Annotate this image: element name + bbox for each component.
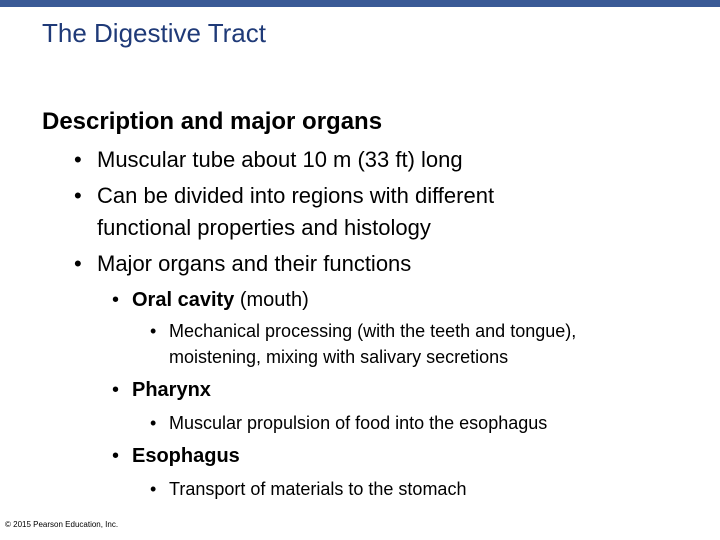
organ-pharynx	[112, 376, 211, 404]
detail-line-2: moistening, mixing with salivary secretions	[169, 347, 509, 367]
detail-line-1: Muscular propulsion of food into the esophagus	[169, 413, 548, 433]
bullet-marker: •	[74, 183, 82, 208]
bullet-marker: •	[150, 321, 157, 341]
bullet-marker: •	[112, 445, 120, 467]
organ-detail-esophagus	[150, 476, 466, 502]
copyright-footer: © 2015 Pearson Education, Inc.	[5, 520, 119, 529]
organ-note: (mouth)	[234, 289, 309, 311]
bullet-marker: •	[74, 251, 82, 276]
section-heading: Description and major organs	[42, 108, 383, 135]
detail-line-1: Transport of materials to the stomach	[169, 479, 467, 499]
detail-line-1: Mechanical processing (with the teeth and tongue),	[169, 321, 577, 341]
organ-esophagus	[112, 442, 240, 470]
bullet-marker: •	[112, 289, 120, 311]
top-accent-bar	[0, 0, 720, 7]
organ-name: Oral cavity	[132, 289, 235, 311]
bullet-muscular-tube	[74, 144, 463, 176]
organ-detail-oral-cavity	[150, 318, 576, 370]
organ-detail-pharynx	[150, 410, 547, 436]
bullet-text: Major organs and their functions	[97, 251, 412, 276]
bullet-marker: •	[74, 147, 82, 172]
bullet-marker: •	[150, 479, 157, 499]
organ-name: Esophagus	[132, 445, 240, 467]
bullet-marker: •	[112, 379, 120, 401]
organ-oral-cavity	[112, 286, 309, 314]
organ-name: Pharynx	[132, 379, 211, 401]
bullet-text-line-2: functional properties and histology	[97, 215, 431, 240]
bullet-marker: •	[150, 413, 157, 433]
bullet-text: Muscular tube about 10 m (33 ft) long	[97, 147, 463, 172]
bullet-text-line-1: Can be divided into regions with different	[97, 183, 495, 208]
slide-title: The Digestive Tract	[42, 18, 266, 48]
bullet-major-organs	[74, 248, 411, 280]
bullet-regions	[74, 180, 494, 244]
